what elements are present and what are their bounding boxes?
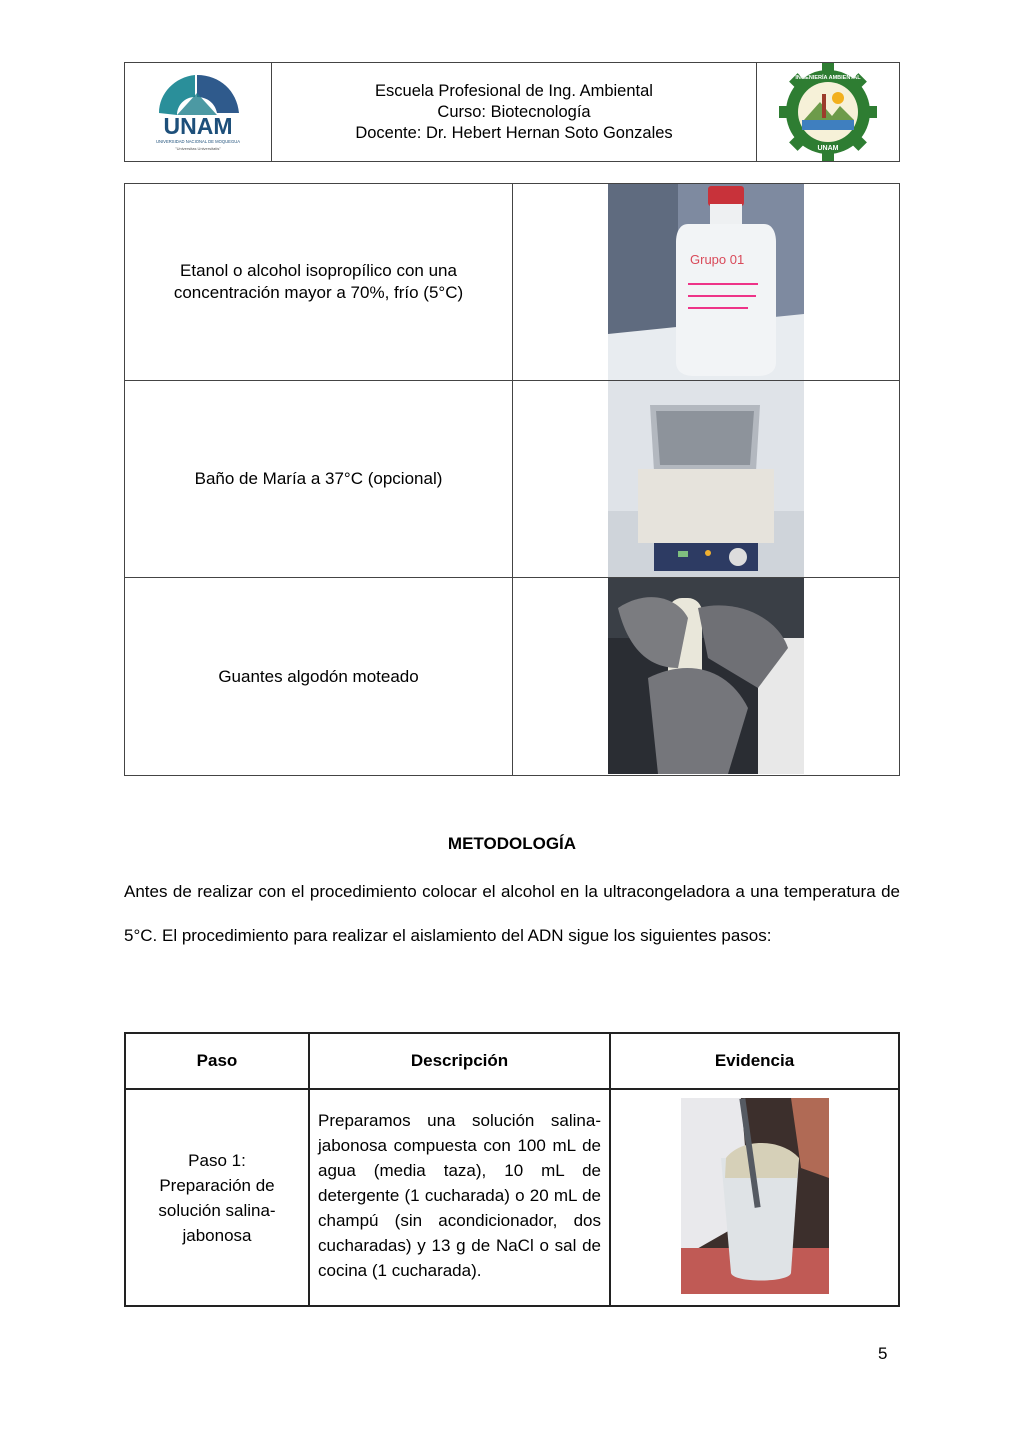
material-label: Baño de María a 37°C (opcional) <box>125 381 513 577</box>
column-header-evidence: Evidencia <box>714 1051 795 1070</box>
svg-text:UNAM: UNAM <box>817 145 839 152</box>
svg-text:INGENIERÍA AMBIENTAL: INGENIERÍA AMBIENTAL <box>795 75 861 81</box>
step-description: Preparamos una solución salina-jabonosa compuesta con 100 mL de agua (media taza), 10 mL de detergente (1 cucharada) o 20 mL de champú (sin acondicionador, dos cucharadas) y 13 g de NaCl o sal de cocina (1 cucharada). <box>310 1090 611 1305</box>
course-name: Curso: Biotecnología <box>437 102 591 121</box>
materials-table <box>124 183 900 776</box>
svg-text:UNIVERSIDAD NACIONAL DE MOQUEG: UNIVERSIDAD NACIONAL DE MOQUEGUA <box>155 139 241 144</box>
table-row <box>125 184 899 381</box>
svg-text:"Universitas Universitatis": "Universitas Universitatis" <box>175 146 221 151</box>
methodology-paragraph: Antes de realizar con el procedimiento colocar el alcohol en la ultracongeladora a una temperatura de 5°C. El procedimiento para realizar el aislamiento del ADN sigue los siguientes pasos: <box>124 882 900 945</box>
column-header-description: Descripción <box>310 1034 611 1088</box>
page-number: 5 <box>878 1344 888 1363</box>
table-row <box>125 381 899 578</box>
evidence-photo <box>681 1098 829 1294</box>
material-label: Guantes algodón moteado <box>125 578 513 775</box>
cotton-gloves-photo <box>608 578 804 774</box>
unam-logo <box>125 63 272 161</box>
document-header <box>124 62 900 162</box>
steps-table <box>124 1032 900 1307</box>
svg-text:Grupo 01: Grupo 01 <box>690 252 745 267</box>
alcohol-bottle-photo <box>608 184 804 380</box>
step-name: Paso 1: Preparación de solución salina-jabonosa <box>126 1090 310 1305</box>
table-row <box>125 578 899 775</box>
header-text-block <box>272 63 757 161</box>
table-header-row <box>126 1034 898 1090</box>
school-name: Escuela Profesional de Ing. Ambiental <box>375 81 653 100</box>
column-header-step: Paso <box>126 1034 310 1088</box>
ingenieria-ambiental-seal <box>757 63 899 161</box>
water-bath-photo <box>608 381 804 577</box>
svg-text:UNAM: UNAM <box>163 113 233 139</box>
table-row <box>126 1090 898 1305</box>
teacher-name: Docente: Dr. Hebert Hernan Soto Gonzales <box>355 123 673 142</box>
material-label: Etanol o alcohol isopropílico con una concentración mayor a 70%, frío (5°C) <box>125 184 513 380</box>
section-title: METODOLOGÍA <box>447 834 577 853</box>
